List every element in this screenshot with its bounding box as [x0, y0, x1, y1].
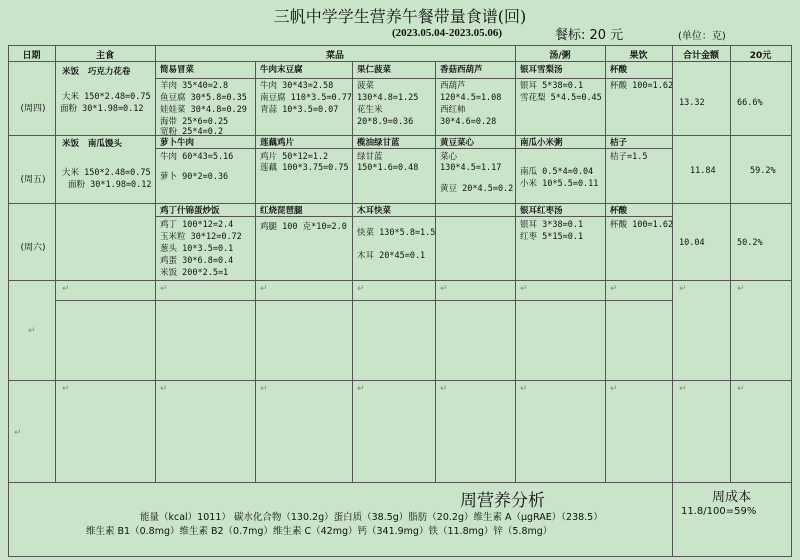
dish-line: 鸡片 50*12=1.2	[260, 152, 329, 162]
dish-line: 青蒜 10*3.5=0.07	[260, 105, 339, 115]
dish-line: 鸡蛋 30*6.8=0.4	[160, 256, 234, 266]
return-mark-icon: ↵	[440, 284, 448, 294]
dish-line: 花生米	[357, 105, 383, 115]
return-mark-icon: ↵	[737, 384, 745, 394]
analysis-title: 周营养分析	[460, 491, 545, 511]
ratio-value: 50.2%	[737, 238, 763, 248]
dish-line: 鸡丁 100*12=2.4	[160, 220, 234, 230]
staple-line: 大米 150*2.48=0.75	[62, 168, 151, 178]
dish-name: 木耳快菜	[357, 206, 392, 216]
dish-line: 150*1.6=0.48	[357, 163, 419, 173]
soup-line: 红枣 5*15=0.1	[520, 232, 584, 242]
dish-line: 海带 25*6=0.25	[160, 117, 229, 127]
day-label: (周六)	[20, 243, 46, 253]
return-mark-icon: ↵	[260, 384, 268, 394]
soup-name: 银耳红枣汤	[520, 206, 563, 216]
page-title: 三帆中学学生营养午餐带量食谱(回)	[273, 7, 527, 26]
dish-name: 萝卜牛肉	[160, 138, 195, 148]
dish-line: 20*8.9=0.36	[357, 117, 414, 127]
return-mark-icon: ↵	[260, 284, 268, 294]
return-mark-icon: ↵	[62, 284, 70, 294]
dish-line: 菜心	[440, 152, 458, 162]
dish-name: 简易冒菜	[160, 65, 195, 75]
dish-line: 萝卜 90*2=0.36	[160, 172, 229, 182]
dish-line: 娃娃菜 30*4.8=0.29	[160, 105, 247, 115]
return-mark-icon: ↵	[14, 428, 22, 438]
fruit-name: 桔子	[610, 138, 628, 148]
staple-title: 米饭 巧克力花卷	[62, 67, 131, 77]
dish-name: 黄豆菜心	[440, 138, 475, 148]
return-mark-icon: ↵	[440, 384, 448, 394]
return-mark-icon: ↵	[610, 384, 618, 394]
dish-name: 果仁菠菜	[357, 65, 392, 75]
nutrition-summary-line: 能量（kcal）1011） 碳水化合物（130.2g）蛋白质（38.5g）脂肪（20.2g）维生素 A（μgRAE）（238.5）	[140, 512, 603, 523]
header-total: 合计金额	[682, 51, 719, 61]
return-mark-icon: ↵	[357, 384, 365, 394]
header-staple: 主食	[95, 51, 114, 61]
dish-line: 黄豆 20*4.5=0.2	[440, 184, 514, 194]
return-mark-icon: ↵	[160, 284, 168, 294]
total-amount: 11.84	[690, 166, 716, 176]
staple-line: 大米 150*2.48=0.75	[62, 92, 151, 102]
dish-line: 莲藕 100*3.75=0.75	[260, 163, 349, 173]
return-mark-icon: ↵	[520, 284, 528, 294]
ratio-value: 66.6%	[737, 98, 763, 108]
dish-line: 西红柿	[440, 105, 466, 115]
header-ratio: 20元	[749, 51, 772, 61]
dish-line: 西葫芦	[440, 81, 466, 91]
weekly-cost-value: 11.8/100=59%	[681, 506, 757, 517]
dish-name: 红烧琵琶腿	[260, 206, 303, 216]
dish-line: 牛肉 30*43=2.58	[260, 81, 334, 91]
dish-line: 120*4.5=1.08	[440, 93, 502, 103]
date-range: (2023.05.04-2023.05.06)	[392, 27, 502, 39]
dish-line: 葱头 10*3.5=0.1	[160, 244, 234, 254]
soup-line: 南瓜 0.5*4=0.04	[520, 167, 594, 177]
fruit-line: 桔子=1.5	[610, 152, 648, 162]
header-fruit: 果饮	[629, 51, 648, 61]
return-mark-icon: ↵	[62, 384, 70, 394]
dish-line: 绿甘蓝	[357, 152, 383, 162]
return-mark-icon: ↵	[28, 326, 36, 336]
return-mark-icon: ↵	[679, 284, 687, 294]
dish-name: 莲藕鸡片	[260, 138, 295, 148]
dish-line: 130*4.8=1.25	[357, 93, 419, 103]
nutrition-summary-line: 维生素 B1（0.8mg）维生素 B2（0.7mg）维生素 C（42mg）钙（341.9mg）铁（11.8mg）锌（5.8mg）	[86, 526, 553, 537]
dish-line: 羊肉 35*40=2.8	[160, 81, 229, 91]
dish-line: 130*4.5=1.17	[440, 163, 502, 173]
dish-line: 30*4.6=0.28	[440, 117, 497, 127]
dish-line: 米饭 200*2.5=1	[160, 268, 229, 278]
meal-standard: 餐标: 20 元	[555, 28, 624, 43]
dish-line: 菠菜	[357, 81, 375, 91]
return-mark-icon: ↵	[610, 284, 618, 294]
fruit-line: 杯酸 100=1.62	[610, 220, 674, 230]
dish-name: 鸡丁什锦蛋炒饭	[160, 206, 220, 216]
dish-line: 快菜 130*5.8=1.5	[357, 228, 436, 238]
dish-name: 香菇西葫芦	[440, 65, 483, 75]
staple-line: 面粉 30*1.98=0.12	[68, 180, 152, 190]
soup-line: 小米 10*5.5=0.11	[520, 179, 599, 189]
dish-line: 鱼豆腐 30*5.8=0.35	[160, 93, 247, 103]
return-mark-icon: ↵	[679, 384, 687, 394]
fruit-name: 杯酸	[610, 206, 628, 216]
return-mark-icon: ↵	[160, 384, 168, 394]
soup-line: 雪花梨 5*4.5=0.45	[520, 93, 602, 103]
return-mark-icon: ↵	[520, 384, 528, 394]
weekly-cost-title: 周成本	[712, 490, 752, 505]
header-soup: 汤/粥	[549, 51, 571, 61]
ratio-value: 59.2%	[750, 166, 776, 176]
day-label: (周五)	[20, 175, 46, 185]
return-mark-icon: ↵	[737, 284, 745, 294]
staple-title: 米饭 南瓜馒头	[62, 139, 122, 149]
day-label: (周四)	[20, 104, 46, 114]
return-mark-icon: ↵	[357, 284, 365, 294]
unit-label: (单位：克)	[678, 31, 726, 42]
dish-line: 玉米粒 30*12=0.72	[160, 232, 242, 242]
header-dishes: 菜品	[325, 51, 344, 61]
total-amount: 13.32	[679, 98, 705, 108]
dish-line: 南豆腐 110*3.5=0.77	[260, 93, 353, 103]
header-date: 日期	[22, 51, 41, 61]
soup-line: 银耳 5*38=0.1	[520, 81, 584, 91]
dish-line: 宽粉 25*4=0.2	[160, 127, 224, 135]
dish-line: 鸡腿 100 克*10=2.0	[260, 222, 347, 232]
dish-name: 榄油绿甘蓝	[357, 138, 400, 148]
dish-line: 木耳 20*45=0.1	[357, 251, 426, 261]
fruit-name: 杯酸	[610, 65, 628, 75]
dish-line: 牛肉 60*43=5.16	[160, 152, 234, 162]
dish-name: 牛肉末豆腐	[260, 65, 303, 75]
staple-line: 面粉 30*1.98=0.12	[60, 104, 144, 114]
soup-name: 银耳雪梨汤	[520, 65, 563, 75]
total-amount: 10.04	[679, 238, 705, 248]
soup-line: 银耳 3*38=0.1	[520, 220, 584, 230]
soup-name: 南瓜小米粥	[520, 138, 563, 148]
fruit-line: 杯酸 100=1.62	[610, 81, 674, 91]
